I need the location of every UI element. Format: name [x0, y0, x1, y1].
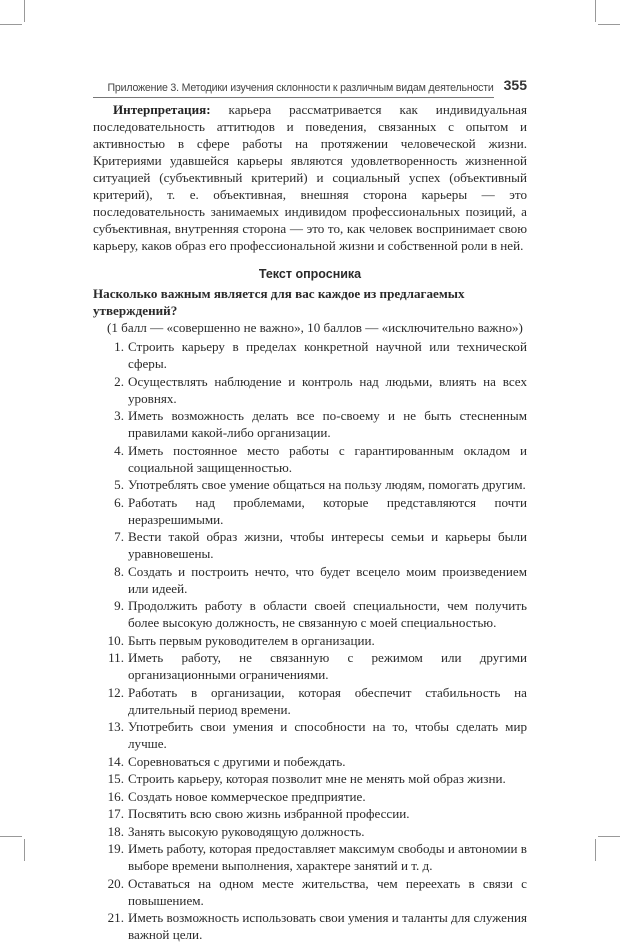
interpretation-label: Интерпретация: [113, 102, 211, 117]
item-text: Соревноваться с другими и побеждать. [128, 753, 346, 769]
item-text: Создать новое коммерческое предприятие. [128, 788, 366, 804]
item-text: Работать над проблемами, которые представляются почти неразрешимыми. [128, 494, 527, 527]
list-item [93, 407, 527, 441]
crop-mark [0, 836, 22, 837]
item-text: Продолжить работу в области своей специальности, чем получить более высокую должность, не связанную с моей специальностью. [128, 598, 527, 630]
item-text: Осуществлять наблюдение и контроль над людьми, влиять на всех уровнях. [128, 373, 527, 406]
list-item [93, 338, 527, 372]
question: Насколько важным является для вас каждое из предлагаемых утверждений? [93, 286, 465, 318]
item-text: Строить карьеру в пределах конкретной научной или технической сферы. [128, 339, 527, 371]
list-item [93, 770, 527, 787]
item-text: Быть первым руководителем в организации. [128, 632, 375, 648]
running-header [93, 78, 527, 98]
list-item [93, 753, 527, 770]
list-item [93, 909, 527, 943]
list-item [93, 494, 527, 528]
list-item [93, 788, 527, 805]
page-body [93, 101, 527, 944]
list-item [93, 597, 527, 631]
interpretation-paragraph [93, 101, 527, 254]
running-title: Приложение 3. Методики изучения склонности к различным видам деятельности [107, 82, 494, 94]
item-number: 12. [107, 684, 124, 700]
item-number: 20. [107, 875, 124, 891]
item-number: 3. [114, 408, 124, 423]
item-number: 8. [114, 563, 124, 579]
interpretation-text: карьера рассматривается как индивидуальная последовательность аттитюдов и поведения, связанных с опытом и активностью в сфере работы на протяжении человеческой жизни. Критериями удавшейся карьеры являются удовлетворенность жизненной ситуацией (субъективный критерий) и социальный успех (объективный критерий), т. е. объективная, внешняя сторона карьеры — это последовательность занимаемых индивидом профессиональных позиций, а субъективная, внутренняя сторона — это то, как человек воспринимает свою карьеру, каков образ его профессиональной жизни и собственной роли в ней. [93, 102, 527, 253]
item-number: 5. [114, 477, 124, 492]
section-title: Текст опросника [258, 267, 362, 281]
item-text: Употреблять свое умение общаться на пользу людям, помогать другим. [128, 477, 526, 492]
item-number: 19. [107, 841, 124, 856]
item-number: 17. [107, 806, 124, 821]
item-number: 7. [114, 529, 124, 544]
page-number: 355 [503, 77, 527, 93]
crop-mark [595, 839, 596, 861]
list-item [93, 373, 527, 407]
crop-mark [24, 0, 25, 22]
list-item [93, 632, 527, 649]
item-text: Посвятить всю свою жизнь избранной профессии. [128, 806, 410, 821]
item-text: Иметь работу, которая предоставляет максимум свободы и автономии в выборе времени выполнения, характере занятий и т. д. [128, 841, 527, 873]
crop-mark [24, 839, 25, 861]
item-number: 16. [107, 788, 124, 804]
item-text: Работать в организации, которая обеспечит стабильность на длительный период времени. [128, 684, 527, 717]
item-text: Создать и построить нечто, что будет всецело моим произведением или идеей. [128, 563, 527, 596]
list-item [93, 563, 527, 597]
item-number: 2. [114, 373, 124, 389]
item-number: 21. [107, 910, 124, 925]
item-number: 6. [114, 494, 124, 510]
list-item [93, 684, 527, 718]
item-number: 13. [107, 719, 124, 734]
item-text: Иметь возможность использовать свои умения и таланты для служения важной цели. [128, 910, 527, 942]
item-number: 10. [107, 632, 124, 648]
item-text: Иметь работу, не связанную с режимом или другими организационными ограничениями. [128, 650, 527, 682]
list-item [93, 875, 527, 909]
item-number: 11. [108, 650, 124, 665]
item-text: Оставаться на одном месте жительства, чем переехать в связи с повышением. [128, 875, 527, 908]
item-number: 9. [114, 598, 124, 613]
item-number: 14. [107, 753, 124, 769]
crop-mark [598, 24, 620, 25]
list-item [93, 718, 527, 752]
crop-mark [598, 836, 620, 837]
list-item [93, 840, 527, 874]
list-item [93, 649, 527, 683]
item-text: Вести такой образ жизни, чтобы интересы семьи и карьеры были уравновешены. [128, 529, 527, 561]
list-item [93, 476, 527, 493]
item-number: 4. [114, 442, 124, 458]
crop-mark [595, 0, 596, 22]
questionnaire-list [93, 338, 527, 943]
list-item [93, 823, 527, 840]
list-item [93, 805, 527, 822]
list-item [93, 442, 527, 476]
item-text: Строить карьеру, которая позволит мне не менять мой образ жизни. [128, 771, 506, 786]
item-text: Иметь постоянное место работы с гарантированным окладом и социальной защищенностью. [128, 442, 527, 475]
rating-scale: (1 балл — «совершенно не важно», 10 баллов — «исключительно важно») [107, 320, 523, 335]
item-number: 1. [114, 339, 124, 354]
header-rule [93, 78, 494, 98]
item-text: Иметь возможность делать все по-своему и не быть стесненным правилами какой-либо организации. [128, 408, 527, 440]
item-number: 18. [107, 823, 124, 839]
list-item [93, 528, 527, 562]
item-text: Занять высокую руководящую должность. [128, 823, 365, 839]
crop-mark [0, 24, 22, 25]
item-text: Употребить свои умения и способности на то, чтобы сделать мир лучше. [128, 719, 527, 751]
item-number: 15. [107, 771, 124, 786]
